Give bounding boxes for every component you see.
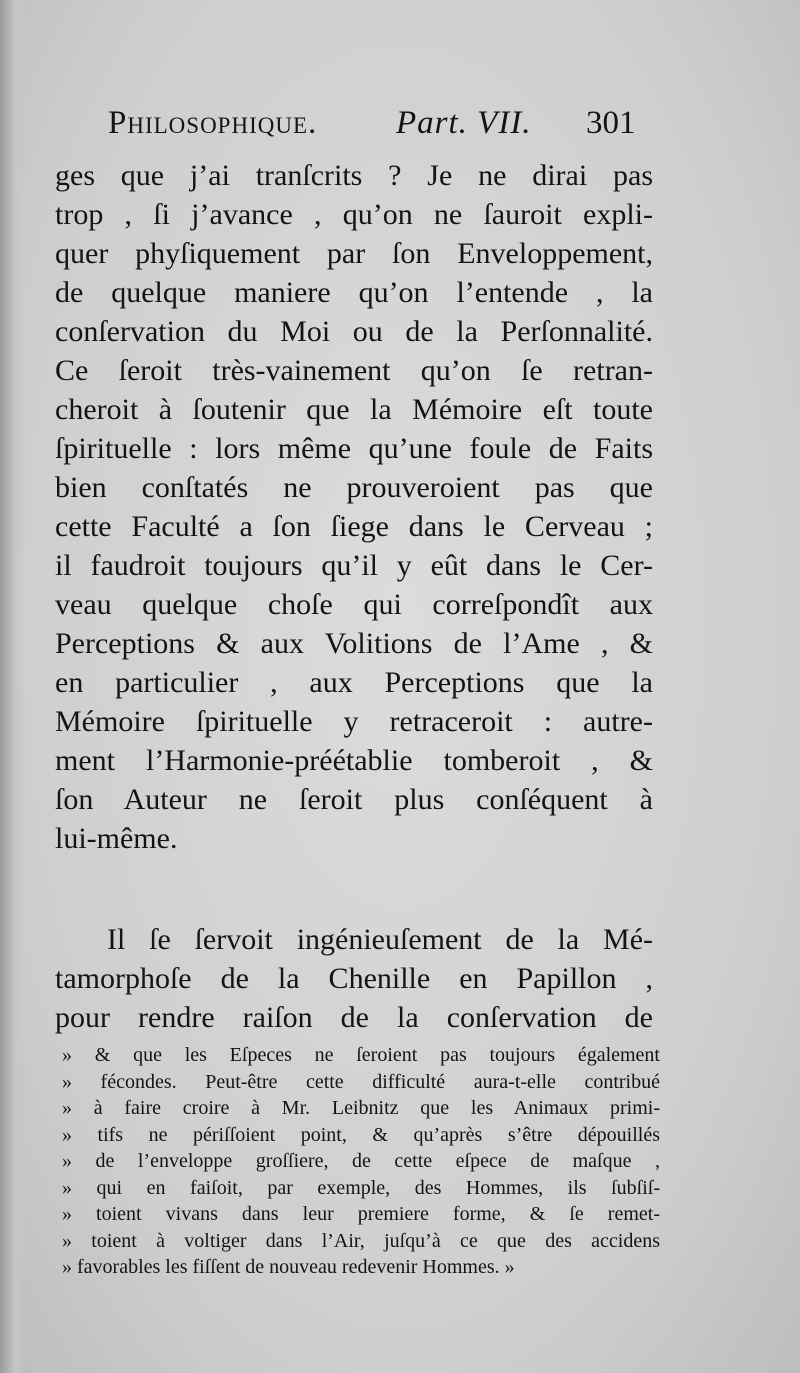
text-line: conſervation du Moi ou de la Perſonnalité. — [55, 315, 653, 348]
main-text — [55, 156, 653, 1037]
text-line: Mémoire ſpirituelle y retraceroit : autre- — [55, 705, 653, 738]
footnote-line: » favorables les fiſſent de nouveau redevenir Hommes. » — [62, 1256, 515, 1278]
text-line: trop , ſi j’avance , qu’on ne ſauroit expli- — [55, 198, 653, 231]
text-line: veau quelque choſe qui correſpondît aux — [55, 588, 653, 621]
text-line: quer phyſiquement par ſon Enveloppement, — [55, 237, 653, 270]
page-number: 301 — [586, 105, 636, 141]
text-line: cette Faculté a ſon ſiege dans le Cerveau ; — [55, 510, 653, 543]
text-line: ſon Auteur ne ſeroit plus conſéquent à — [55, 783, 653, 816]
text-line: ſpirituelle : lors même qu’une foule de Faits — [55, 432, 653, 465]
text-line: cheroit à ſoutenir que la Mémoire eſt toute — [55, 393, 653, 426]
footnote-line: » de l’enveloppe groſſiere, de cette eſpece de maſque , — [62, 1150, 660, 1172]
paragraph-gap — [55, 858, 653, 920]
text-line: bien conſtatés ne prouveroient pas que — [55, 471, 653, 504]
text-line: tamorphoſe de la Chenille en Papillon , — [55, 962, 653, 995]
page-header — [108, 98, 668, 148]
text-line: en particulier , aux Perceptions que la — [55, 666, 653, 699]
text-line: Ce ſeroit très-vainement qu’on ſe retran- — [55, 354, 653, 387]
text-line: lui-même. — [55, 822, 178, 855]
footnote-line: » fécondes. Peut-être cette difficulté aura-t-elle contribué — [62, 1070, 660, 1093]
footnote-line: » toient vivans dans leur premiere forme, & ſe remet- — [62, 1203, 660, 1225]
footnote-block — [62, 1042, 660, 1281]
footnote-line: » qui en faiſoit, par exemple, des Hommes, ils ſubſiſ- — [62, 1176, 660, 1199]
text-line: pour rendre raiſon de la conſervation de — [55, 1001, 653, 1034]
text-line: ment l’Harmonie-préétablie tomberoit , & — [55, 744, 653, 777]
page-edge-shadow — [0, 0, 26, 1373]
footnote-line: » & que les Eſpeces ne ſeroient pas toujours également — [62, 1044, 660, 1066]
running-head: Philosophique. — [108, 105, 318, 141]
text-line: Perceptions & aux Volitions de l’Ame , & — [55, 627, 653, 660]
footnote-line: » toient à voltiger dans l’Air, juſqu’à ce que des accidens — [62, 1229, 660, 1252]
text-line: de quelque maniere qu’on l’entende , la — [55, 276, 653, 309]
text-line: ges que j’ai tranſcrits ? Je ne dirai pas — [55, 159, 653, 192]
text-line: il faudroit toujours qu’il y eût dans le Cer- — [55, 549, 653, 582]
text-line: Il ſe ſervoit ingénieuſement de la Mé- — [107, 923, 653, 956]
footnote-line: » tifs ne périſſoient point, & qu’après s’être dépouillés — [62, 1123, 660, 1146]
part-label: Part. VII. — [396, 105, 532, 141]
footnote-line: » à faire croire à Mr. Leibnitz que les Animaux primi- — [62, 1097, 660, 1119]
